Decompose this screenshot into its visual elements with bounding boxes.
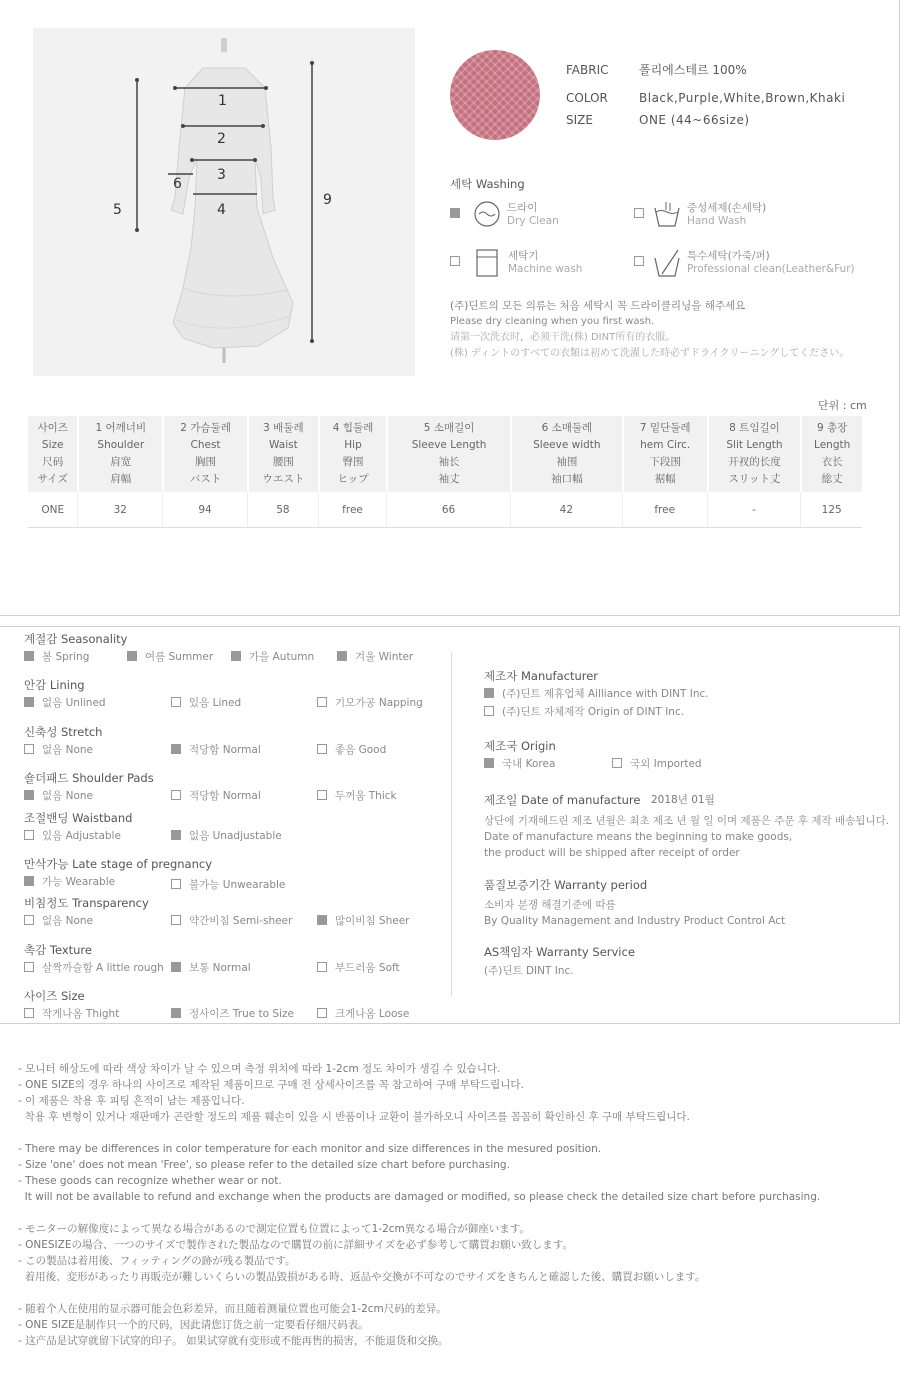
size-header-1 bbox=[77, 416, 162, 492]
manufacturer-origin-checkbox[interactable] bbox=[484, 706, 494, 716]
detail-option[interactable] bbox=[317, 695, 423, 710]
size-cell-5: 66 bbox=[386, 492, 510, 528]
fabric-info bbox=[566, 60, 845, 130]
measure-label-9: 9 bbox=[323, 192, 332, 208]
size-header-line: 袖丈 bbox=[438, 473, 460, 485]
size-header-line: 5 소매길이 bbox=[423, 422, 475, 434]
size-header-line: Sleeve width bbox=[533, 439, 601, 451]
size-header-line: Slit Length bbox=[726, 439, 783, 451]
wash-dry-checkbox[interactable] bbox=[450, 208, 460, 218]
size-header-line: 腰围 bbox=[272, 456, 294, 468]
detail-option[interactable] bbox=[171, 742, 261, 757]
notice-line bbox=[18, 1205, 820, 1221]
size-header-line: 9 총장 bbox=[817, 422, 848, 434]
detail-option-label: 작게나옴 Thight bbox=[42, 1008, 120, 1020]
detail-option[interactable] bbox=[24, 1006, 119, 1021]
date-note-ko: 상단에 기재해드린 제조 년월은 최초 제조 년 월 일 이며 제품은 주문 후 제작 배송됩니다. bbox=[484, 815, 890, 827]
notice-line: It will not be available to refund and exchange when the products are damaged or modified, so please check the detailed size chart before purchasing. bbox=[18, 1191, 821, 1203]
origin-imported-label: 국외 Imported bbox=[630, 758, 702, 770]
size-header-line: 6 소매둘레 bbox=[541, 422, 593, 434]
detail-option[interactable] bbox=[317, 913, 409, 928]
notice-line: - この製品は着用後、フィッティングの跡が残る製品です。 bbox=[18, 1255, 296, 1267]
size-header-line: 袖长 bbox=[438, 456, 460, 468]
detail-option-label: 있음 Adjustable bbox=[42, 830, 121, 842]
notice-line: - Size 'one' does not mean 'Free', so please refer to the detailed size chart before purchasing. bbox=[18, 1159, 510, 1171]
detail-checkbox[interactable] bbox=[24, 790, 34, 800]
detail-title-3: 숄더패드 Shoulder Pads bbox=[24, 771, 154, 785]
notice-line: - ONE SIZE是制作只一个的尺码，因此请您订货之前一定要看仔细尺码表。 bbox=[18, 1319, 369, 1331]
detail-title-1: 안감 Lining bbox=[24, 678, 85, 692]
size-header-line: 7 밑단둘레 bbox=[639, 422, 691, 434]
wash-machine-en: Machine wash bbox=[508, 263, 583, 275]
washing-notes bbox=[450, 298, 849, 362]
detail-checkbox[interactable] bbox=[171, 830, 181, 840]
detail-title-7: 촉감 Texture bbox=[24, 943, 92, 957]
detail-option[interactable] bbox=[337, 649, 413, 664]
detail-option-label: 겨울 Winter bbox=[355, 651, 414, 663]
detail-option-label: 정사이즈 True to Size bbox=[189, 1008, 294, 1020]
detail-option-label: 없음 None bbox=[42, 744, 94, 756]
color-value: Black,Purple,White,Brown,Khaki bbox=[639, 91, 846, 105]
detail-checkbox[interactable] bbox=[24, 876, 34, 886]
measure-label-1: 1 bbox=[218, 93, 227, 109]
color-label: COLOR bbox=[566, 91, 608, 105]
detail-option[interactable] bbox=[171, 913, 292, 928]
origin-option-imported[interactable] bbox=[612, 756, 702, 771]
size-header-line: 袖口幅 bbox=[551, 473, 583, 485]
detail-checkbox[interactable] bbox=[337, 651, 347, 661]
wash-pro-en: Professional clean(Leather&Fur) bbox=[687, 263, 855, 275]
manufacturer-alliance-checkbox[interactable] bbox=[484, 688, 494, 698]
size-header-line: ヒップ bbox=[337, 473, 369, 485]
detail-option[interactable] bbox=[24, 788, 93, 803]
detail-option[interactable] bbox=[171, 695, 241, 710]
wash-dry-en: Dry Clean bbox=[507, 215, 559, 227]
size-cell-9: 125 bbox=[800, 492, 862, 528]
garment-diagram bbox=[33, 28, 415, 376]
date-note-en-1: Date of manufacture means the beginning to make goods, bbox=[484, 831, 793, 843]
detail-checkbox[interactable] bbox=[171, 697, 181, 707]
detail-option[interactable] bbox=[24, 913, 93, 928]
detail-option-label: 기모가공 Napping bbox=[335, 697, 423, 709]
size-header-line: Shoulder bbox=[97, 439, 145, 451]
detail-title-5: 만삭가능 Late stage of pregnancy bbox=[24, 857, 213, 871]
size-header-2 bbox=[162, 416, 247, 492]
size-header-line: 8 트임길이 bbox=[729, 422, 780, 434]
detail-option-label: 없음 None bbox=[42, 915, 94, 927]
detail-option-label: 보통 Normal bbox=[189, 962, 251, 974]
detail-checkbox[interactable] bbox=[171, 790, 181, 800]
size-header-line: 肩幅 bbox=[110, 473, 132, 485]
detail-option-label: 두꺼움 Thick bbox=[335, 790, 397, 802]
warranty-notes bbox=[484, 897, 785, 929]
size-header-7 bbox=[622, 416, 707, 492]
wash-hand-en: Hand Wash bbox=[687, 215, 747, 227]
detail-checkbox[interactable] bbox=[171, 1008, 181, 1018]
detail-option-label: 살짝까슬함 A little rough bbox=[42, 962, 164, 974]
size-header-line: 사이즈 bbox=[37, 422, 68, 434]
detail-option[interactable] bbox=[317, 788, 397, 803]
origin-korea-checkbox[interactable] bbox=[484, 758, 494, 768]
size-header-line: 4 힙둘레 bbox=[332, 422, 374, 434]
date-note-en-2: the product will be shipped after receipt of order bbox=[484, 847, 740, 859]
detail-option-label: 약간비침 Semi-sheer bbox=[189, 915, 293, 927]
detail-option[interactable] bbox=[24, 960, 164, 975]
detail-option[interactable] bbox=[317, 960, 400, 975]
size-header-line: 下段围 bbox=[649, 456, 681, 468]
manufacturer-alliance-label: (주)딘트 제휴업체 Ailliance with DINT Inc. bbox=[502, 688, 709, 700]
size-header-line: 尺码 bbox=[42, 456, 64, 468]
manufacturer-option-alliance[interactable] bbox=[484, 686, 709, 701]
notice-line: - ONE SIZE의 경우 하나의 사이즈로 제작된 제품이므로 구매 전 상세사이즈를 꼭 참고하여 구매 부탁드립니다. bbox=[18, 1079, 524, 1091]
detail-option-label: 없음 Unlined bbox=[42, 697, 106, 709]
notices bbox=[18, 1061, 820, 1349]
detail-option[interactable] bbox=[171, 1006, 294, 1021]
size-header-line: 袖围 bbox=[556, 456, 578, 468]
size-header-line: Waist bbox=[269, 439, 298, 451]
detail-checkbox[interactable] bbox=[24, 830, 34, 840]
manufacturer-title: 제조자 Manufacturer bbox=[484, 669, 599, 683]
detail-checkbox[interactable] bbox=[317, 744, 327, 754]
size-header-5 bbox=[386, 416, 510, 492]
detail-title-0: 계절감 Seasonality bbox=[24, 632, 128, 646]
detail-option[interactable] bbox=[171, 960, 251, 975]
size-header-8 bbox=[707, 416, 801, 492]
detail-option[interactable] bbox=[171, 828, 282, 843]
size-header-4 bbox=[318, 416, 386, 492]
size-unit: 단위 : cm bbox=[818, 399, 867, 412]
wash-hand-ko: 중성세제(손세탁) bbox=[687, 202, 767, 214]
detail-option-label: 가능 Wearable bbox=[42, 876, 116, 888]
size-header-line: バスト bbox=[189, 473, 222, 485]
detail-checkbox[interactable] bbox=[171, 962, 181, 972]
size-header-line: hem Circ. bbox=[640, 439, 691, 451]
detail-option[interactable] bbox=[24, 742, 93, 757]
detail-checkbox[interactable] bbox=[231, 651, 241, 661]
detail-checkbox[interactable] bbox=[24, 651, 34, 661]
size-label: SIZE bbox=[566, 113, 593, 127]
detail-option-label: 있음 Lined bbox=[189, 697, 242, 709]
measure-label-3: 3 bbox=[217, 167, 226, 183]
notice-line: 着用後、変形があったり再販売が難しいくらいの製品毀損がある時、返品や交換が不可なのでサイズをきちんと確認した後、購買お願いします。 bbox=[18, 1271, 706, 1283]
detail-title-2: 신축성 Stretch bbox=[24, 725, 103, 739]
size-header-line: Hip bbox=[344, 439, 362, 451]
detail-option[interactable] bbox=[317, 742, 386, 757]
wash-pro-checkbox[interactable] bbox=[634, 256, 644, 266]
detail-option-label: 적당함 Normal bbox=[189, 790, 261, 802]
professional-clean-icon bbox=[652, 248, 682, 278]
detail-checkbox[interactable] bbox=[24, 697, 34, 707]
detail-checkbox[interactable] bbox=[127, 651, 137, 661]
measure-label-6: 6 bbox=[173, 176, 182, 192]
warranty-title: 품질보증기간 Warranty period bbox=[484, 878, 648, 892]
size-header-line: Chest bbox=[190, 439, 221, 451]
detail-title-4: 조절밴딩 Waistband bbox=[24, 811, 133, 825]
washing-note-cn: 请第一次洗衣时，必须干洗(株) DINT所有的衣服。 bbox=[450, 332, 676, 343]
notice-line: - These goods can recognize whether wear or not. bbox=[18, 1175, 282, 1187]
detail-option-label: 없음 None bbox=[42, 790, 94, 802]
size-header-3 bbox=[247, 416, 318, 492]
notice-line: - 随着个人在使用的显示器可能会色彩差异，而且随着测量位置也可能会1-2cm尺码的差异。 bbox=[18, 1303, 447, 1315]
size-cell-7: free bbox=[622, 492, 707, 528]
measure-label-4: 4 bbox=[217, 202, 226, 218]
details-divider bbox=[451, 652, 452, 997]
machine-wash-icon bbox=[475, 248, 499, 278]
detail-option[interactable] bbox=[231, 649, 314, 664]
notice-line bbox=[18, 1125, 820, 1141]
size-header-line: ウエスト bbox=[262, 473, 305, 485]
detail-option-label: 봄 Spring bbox=[42, 651, 90, 663]
detail-option-label: 없음 Unadjustable bbox=[189, 830, 282, 842]
wash-machine-ko: 세탁기 bbox=[508, 250, 539, 262]
size-header-line: Size bbox=[41, 439, 64, 451]
size-header-line: Sleeve Length bbox=[411, 439, 487, 451]
size-value: ONE (44~66size) bbox=[639, 113, 750, 127]
detail-checkbox[interactable] bbox=[171, 879, 181, 889]
wash-dry-ko: 드라이 bbox=[507, 202, 538, 214]
size-cell-4: free bbox=[318, 492, 386, 528]
size-header-line: 肩宽 bbox=[110, 456, 132, 468]
as-title: AS책임자 Warranty Service bbox=[484, 945, 635, 959]
origin-imported-checkbox[interactable] bbox=[612, 758, 622, 768]
measure-label-2: 2 bbox=[217, 131, 226, 147]
detail-checkbox[interactable] bbox=[317, 962, 327, 972]
detail-option[interactable] bbox=[24, 874, 115, 889]
detail-option[interactable] bbox=[317, 1006, 409, 1021]
washing-note-en: Please dry cleaning when you first wash. bbox=[450, 316, 655, 327]
size-header-line: 开衩的长度 bbox=[728, 456, 781, 468]
notice-line: 착용 후 변형이 있거나 재판매가 곤란할 정도의 제품 훼손이 있을 시 반품이나 교환이 불가하오니 사이즈를 꼼꼼히 확인하신 후 구매 부탁드립니다. bbox=[18, 1111, 690, 1123]
wash-machine-checkbox[interactable] bbox=[450, 256, 460, 266]
notice-line: - ONESIZEの場合、一つのサイズで製作された製品なので購買の前に詳細サイズを必ず参考して購買お願い致します。 bbox=[18, 1239, 573, 1251]
detail-option-label: 여름 Summer bbox=[145, 651, 214, 663]
size-header-line: 臀围 bbox=[342, 456, 364, 468]
notice-line bbox=[18, 1285, 820, 1301]
warranty-note-en: By Quality Management and Industry Product Control Act bbox=[484, 915, 786, 927]
manufacturer-option-origin[interactable] bbox=[484, 704, 684, 719]
detail-checkbox[interactable] bbox=[317, 697, 327, 707]
detail-option[interactable] bbox=[171, 788, 261, 803]
detail-checkbox[interactable] bbox=[24, 962, 34, 972]
detail-checkbox[interactable] bbox=[317, 790, 327, 800]
detail-option-label: 많이비침 Sheer bbox=[335, 915, 410, 927]
size-header-0 bbox=[28, 416, 77, 492]
size-cell-0: ONE bbox=[28, 492, 77, 528]
size-header-line: 1 어깨너비 bbox=[95, 422, 147, 434]
washing-title: 세탁 Washing bbox=[450, 177, 525, 191]
size-cell-2: 94 bbox=[162, 492, 247, 528]
detail-title-8: 사이즈 Size bbox=[24, 989, 85, 1003]
date-notes bbox=[484, 813, 889, 861]
hand-wash-icon bbox=[652, 200, 682, 228]
measure-label-5: 5 bbox=[113, 202, 122, 218]
manufacturer-origin-label: (주)딘트 자체제작 Origin of DINT Inc. bbox=[502, 706, 685, 718]
origin-korea-label: 국내 Korea bbox=[502, 758, 556, 770]
detail-option[interactable] bbox=[127, 649, 213, 664]
detail-checkbox[interactable] bbox=[171, 915, 181, 925]
size-cell-3: 58 bbox=[247, 492, 318, 528]
as-value: (주)딘트 DINT Inc. bbox=[484, 965, 574, 977]
size-cell-1: 32 bbox=[77, 492, 162, 528]
detail-checkbox[interactable] bbox=[24, 1008, 34, 1018]
wash-pro-ko: 특수세탁(가죽/퍼) bbox=[687, 250, 770, 262]
fabric-value: 폴리에스테르 100% bbox=[639, 63, 747, 77]
size-header-line: 総丈 bbox=[821, 473, 843, 485]
fabric-swatch bbox=[450, 50, 540, 140]
size-header-line: 胸围 bbox=[195, 456, 217, 468]
wash-hand-checkbox[interactable] bbox=[634, 208, 644, 218]
size-header-line: 2 가슴둘레 bbox=[180, 422, 231, 434]
size-header-line: 3 배둘레 bbox=[263, 422, 304, 434]
detail-title-6: 비침정도 Transparency bbox=[24, 896, 149, 910]
detail-option-label: 가을 Autumn bbox=[249, 651, 315, 663]
detail-option[interactable] bbox=[24, 695, 106, 710]
dry-clean-icon bbox=[473, 200, 501, 228]
size-table bbox=[28, 416, 862, 528]
detail-checkbox[interactable] bbox=[171, 744, 181, 754]
date-title: 제조일 Date of manufacture bbox=[484, 793, 641, 807]
detail-checkbox[interactable] bbox=[317, 1008, 327, 1018]
size-header-line: スリット丈 bbox=[728, 473, 781, 485]
detail-checkbox[interactable] bbox=[24, 744, 34, 754]
size-cell-6: 42 bbox=[510, 492, 622, 528]
detail-option-label: 좋음 Good bbox=[335, 744, 387, 756]
notice-line: - 모니터 해상도에 따라 색상 차이가 날 수 있으며 측정 위치에 따라 1-2cm 정도 차이가 생길 수 있습니다. bbox=[18, 1063, 501, 1075]
origin-title: 제조국 Origin bbox=[484, 739, 556, 753]
size-header-9 bbox=[800, 416, 862, 492]
size-header-line: Length bbox=[814, 439, 851, 451]
detail-option-label: 불가능 Unwearable bbox=[189, 879, 286, 891]
washing-note-jp: (株) ディントのすべての衣類は初めて洗濯した時必ずドライクリーニングしてください。 bbox=[450, 348, 850, 359]
detail-option[interactable] bbox=[171, 877, 285, 892]
origin-option-korea[interactable] bbox=[484, 756, 555, 771]
notice-line: - 이 제품은 착용 후 피팅 흔적이 남는 제품입니다. bbox=[18, 1095, 245, 1107]
detail-checkbox[interactable] bbox=[317, 915, 327, 925]
size-header-line: 衣长 bbox=[821, 456, 843, 468]
washing-note-ko: (주)딘트의 모든 의류는 처음 세탁시 꼭 드라이클리닝을 해주세요 bbox=[450, 300, 746, 312]
size-cell-8: - bbox=[707, 492, 801, 528]
detail-option[interactable] bbox=[24, 828, 121, 843]
notice-line: - モニターの解像度によって異なる場合があるので測定位置も位置によって1-2cm異なる場合が御座います。 bbox=[18, 1223, 530, 1235]
detail-option-label: 적당함 Normal bbox=[189, 744, 261, 756]
detail-checkbox[interactable] bbox=[24, 915, 34, 925]
detail-option[interactable] bbox=[24, 649, 89, 664]
notice-line: - There may be differences in color temperature for each monitor and size differences in the mesured position. bbox=[18, 1143, 602, 1155]
detail-option-label: 부드러움 Soft bbox=[335, 962, 400, 974]
size-header-line: 裾幅 bbox=[654, 473, 676, 485]
size-header-6 bbox=[510, 416, 622, 492]
notice-line: - 这产品是试穿就留下试穿的印子。 如果试穿就有变形或不能再售的损害，不能退货和交换。 bbox=[18, 1335, 449, 1347]
size-header-line: サイズ bbox=[37, 473, 69, 485]
detail-option-label: 크게나옴 Loose bbox=[335, 1008, 410, 1020]
warranty-note-ko: 소비자 분쟁 해결기준에 따름 bbox=[484, 899, 616, 911]
date-value: 2018년 01월 bbox=[651, 794, 715, 806]
fabric-label: FABRIC bbox=[566, 63, 609, 77]
